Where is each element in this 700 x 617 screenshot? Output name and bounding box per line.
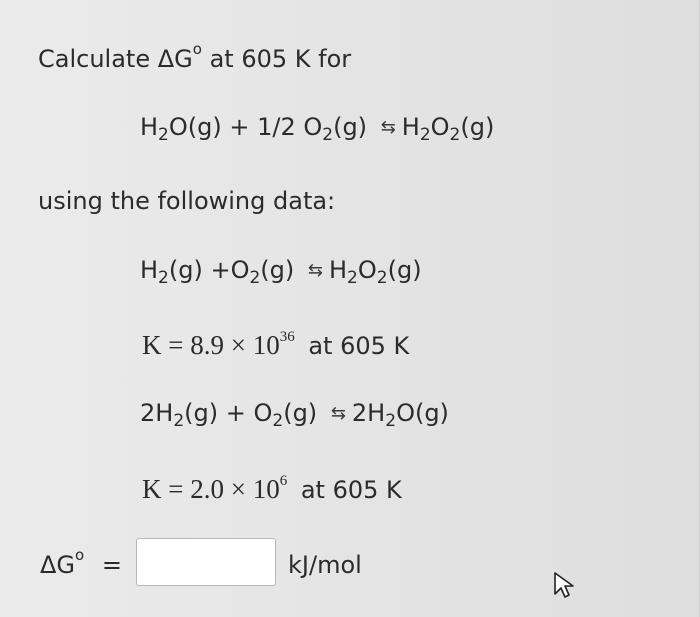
reactant-text: 2H bbox=[140, 399, 174, 427]
answer-delta-g: ΔG bbox=[40, 551, 76, 579]
equilibrium-arrow-icon: ⇆ bbox=[330, 403, 346, 424]
product-text: (g) bbox=[460, 113, 495, 141]
reactant-text: (g) bbox=[283, 399, 318, 427]
calculate-suffix: at 605 K for bbox=[209, 45, 352, 73]
subscript: 2 bbox=[419, 125, 431, 145]
answer-label bbox=[40, 546, 122, 580]
k2-temperature: at 605 K bbox=[300, 476, 402, 504]
subscript: 2 bbox=[385, 411, 397, 431]
reactant-text: H bbox=[140, 256, 159, 284]
reactant-text: (g) +O bbox=[168, 256, 250, 284]
subscript: 2 bbox=[376, 268, 388, 288]
product-text: 2H bbox=[351, 399, 386, 427]
k1-value: K = 8.9 × 10 bbox=[142, 330, 280, 360]
reactant-text: (g) bbox=[333, 113, 368, 141]
subscript: 2 bbox=[272, 411, 284, 431]
degree-symbol: o bbox=[75, 546, 85, 564]
mouse-cursor-icon bbox=[552, 570, 578, 600]
product-text: H bbox=[401, 113, 420, 141]
k1-line bbox=[142, 330, 409, 361]
data-reaction-1 bbox=[140, 255, 422, 288]
calculate-prefix: Calculate bbox=[38, 45, 151, 73]
k1-exponent: 36 bbox=[279, 329, 295, 345]
product-text: (g) bbox=[387, 256, 422, 284]
equilibrium-arrow-icon: ⇆ bbox=[307, 260, 323, 281]
subscript: 2 bbox=[449, 125, 461, 145]
prompt-line bbox=[38, 40, 352, 74]
delta-g-symbol: ΔG bbox=[157, 45, 193, 73]
subscript: 2 bbox=[322, 125, 334, 145]
k2-line bbox=[142, 474, 402, 505]
k2-exponent: 6 bbox=[279, 473, 288, 489]
answer-input[interactable] bbox=[136, 538, 276, 586]
using-text: using the following data: bbox=[38, 187, 336, 215]
target-reaction bbox=[140, 112, 494, 145]
data-reaction-2 bbox=[140, 398, 449, 431]
product-text: O bbox=[430, 113, 450, 141]
subscript: 2 bbox=[173, 411, 185, 431]
reactant-text: O(g) + 1/2 O bbox=[168, 113, 323, 141]
subscript: 2 bbox=[347, 268, 358, 288]
product-text: O(g) bbox=[396, 399, 449, 427]
subscript: 2 bbox=[158, 268, 169, 288]
unit-label: kJ/mol bbox=[288, 551, 362, 579]
degree-symbol: o bbox=[192, 40, 202, 58]
product-text: O bbox=[357, 256, 377, 284]
equilibrium-arrow-icon: ⇆ bbox=[380, 117, 396, 138]
subscript: 2 bbox=[249, 268, 261, 288]
reactant-text: (g) + O bbox=[184, 399, 273, 427]
k1-temperature: at 605 K bbox=[308, 332, 410, 360]
equals-sign: = bbox=[101, 551, 122, 579]
k2-value: K = 2.0 × 10 bbox=[142, 474, 280, 504]
product-text: H bbox=[329, 256, 348, 284]
reactant-text: H bbox=[140, 113, 159, 141]
subscript: 2 bbox=[158, 125, 169, 145]
reactant-text: (g) bbox=[260, 256, 295, 284]
